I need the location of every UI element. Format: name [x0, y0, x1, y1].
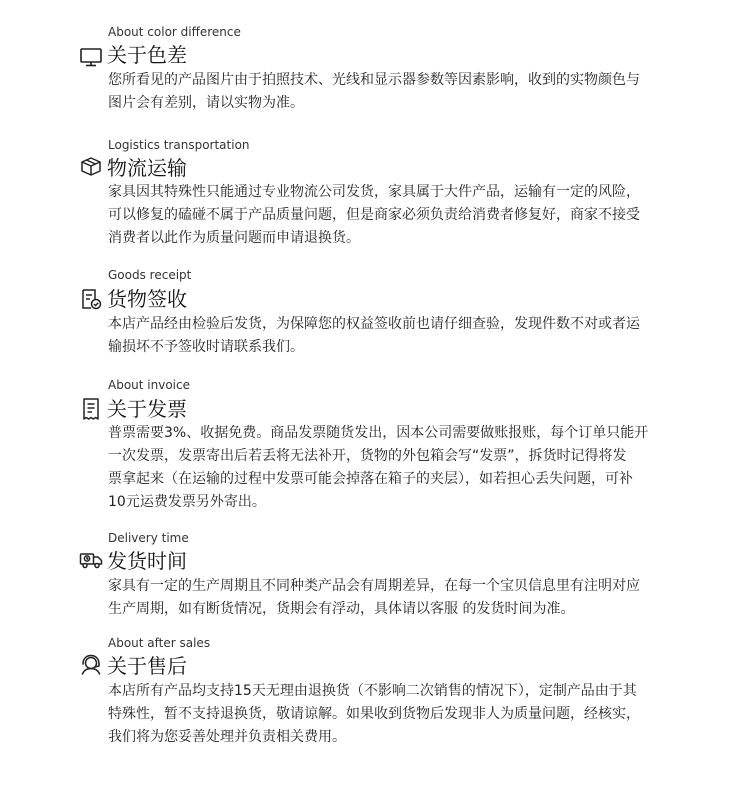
section-title: 关于色差 — [107, 43, 187, 67]
body-line: 本店所有产品均支持15天无理由退换货（不影响二次销售的情况下），定制产品由于其 — [108, 683, 637, 699]
body-line: 票拿起来（在运输的过程中发票可能会掉落在箱子的夹层），如若担心丢失问题，可补 — [108, 471, 633, 487]
section-title: 货物签收 — [107, 287, 187, 311]
invoice-icon — [79, 397, 103, 421]
section-body — [108, 680, 708, 749]
body-line: 生产周期，如有断货情况，货期会有浮动，具体请以客服 的发货时间为准。 — [108, 601, 575, 617]
body-line: 家具有一定的生产周期且不同种类产品会有周期差异，在每一个宝贝信息里有注明对应 — [108, 578, 640, 594]
body-line: 输损坏不予签收时请联系我们。 — [108, 339, 304, 355]
body-line: 普票需要3%、收据免费。商品发票随货发出，因本公司需要做账报账，每个订单只能开 — [108, 425, 649, 441]
section-body — [108, 422, 708, 514]
section-subtitle-en: Delivery time — [108, 531, 189, 545]
section-body — [108, 69, 708, 115]
body-line: 消费者以此作为质量问题而申请退换货。 — [108, 230, 360, 246]
body-line: 一次发票，发票寄出后若丢将无法补开，货物的外包箱会写“发票”，拆货时记得将发 — [108, 448, 627, 464]
customer-service-icon — [79, 653, 103, 677]
section-subtitle-en: About color difference — [108, 25, 241, 39]
section-title: 发货时间 — [107, 549, 187, 573]
section-subtitle-en: About invoice — [108, 378, 190, 392]
body-line: 可以修复的磕碰不属于产品质量问题，但是商家必须负责给消费者修复好，商家不接受 — [108, 207, 640, 223]
section-title: 关于发票 — [107, 397, 187, 421]
body-line: 您所看见的产品图片由于拍照技术、光线和显示器参数等因素影响，收到的实物颜色与 — [108, 72, 640, 88]
section-title: 物流运输 — [107, 156, 187, 180]
section-subtitle-en: Goods receipt — [108, 268, 192, 282]
receipt-check-icon — [79, 287, 103, 311]
body-line: 特殊性，暂不支持退换货，敬请谅解。如果收到货物后发现非人为质量问题，经核实， — [108, 706, 640, 722]
body-line: 我们将为您妥善处理并负责相关费用。 — [108, 729, 346, 745]
section-body — [108, 181, 708, 250]
section-subtitle-en: About after sales — [108, 636, 211, 650]
monitor-icon — [79, 45, 103, 69]
section-title: 关于售后 — [107, 654, 187, 678]
delivery-truck-icon — [79, 548, 103, 572]
body-line: 图片会有差别，请以实物为准。 — [108, 95, 304, 111]
section-subtitle-en: Logistics transportation — [108, 138, 250, 152]
body-line: 家具因其特殊性只能通过专业物流公司发货，家具属于大件产品，运输有一定的风险， — [108, 184, 640, 200]
body-line: 本店产品经由检验后发货，为保障您的权益签收前也请仔细查验，发现件数不对或者运 — [108, 316, 640, 332]
package-box-icon — [79, 155, 103, 179]
section-body — [108, 313, 708, 359]
section-body — [108, 575, 708, 621]
body-line: 10元运费发票另外寄出。 — [108, 494, 266, 510]
